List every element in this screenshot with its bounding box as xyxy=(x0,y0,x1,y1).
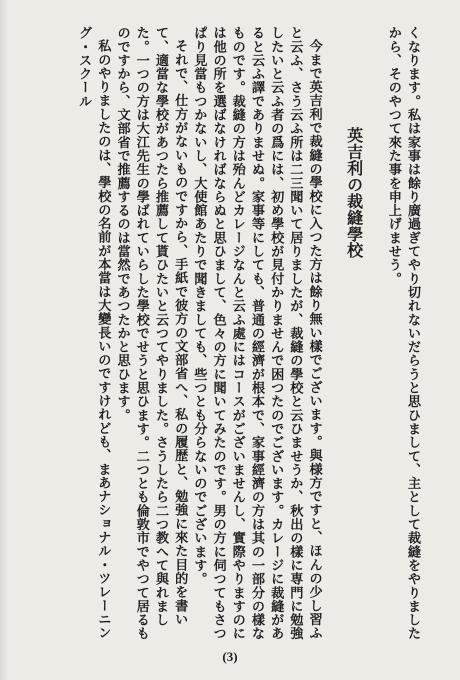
paragraph-3: 私のやりましたのは、學校の名前が本當は大變長いのですけれども、まあナショナル・ツレーニング・スクール xyxy=(76,26,111,640)
spacer xyxy=(324,26,343,641)
section-heading: 英吉利の裁縫學校 xyxy=(344,126,364,259)
vertical-text-body xyxy=(42,26,422,641)
page-edge-shadow xyxy=(0,0,8,680)
page-number: (3) xyxy=(222,649,238,664)
paragraph-intro: くなります。私は家事は餘り廣過ぎてやり切れないだらうと思ひまして、主として裁縫をやりましたから、そのやつて來た事を申上げませう。 xyxy=(385,26,420,641)
paragraph-1: 今まで英吉利で裁縫の學校に入つた方は餘り無い樣でございます。與様方ですと、ほんの少し習ふと云ふ、さう云ふ所は二三聞いて居りましたが、裁縫の學校と云ひませうか、秋出の樣に専門に勉強したいと云ふ者の爲には、初め學校が見付かりませんで困つたのでございます。カレージに裁縫があると云ふ譯でありませぬ。家事等にしても、普通の經濟が根本で、家事經濟の方は其の一部分の樣なものです。裁縫の方は殆んどカレージなんと云ふ處にはコースがございませんし、實際やりますのには他の所を選ばなければならぬと思ひまして、色々の方に聞いてみたのです。男の方に伺つてもさつぱり見當もつかないし、大使館あたりで聞きましても、些つとも分らないのでございます。 xyxy=(191,26,322,641)
spacer xyxy=(365,26,384,641)
paragraph-2: それで、仕方がないものですから、手紙で彼方の文部省へ、私の履歴と、勉強に來た目的を書いて、適當な學校があつたら推薦して貰ひたいと云つてやりました。さうしたら二つ教へて與れました。一つの方は大江先生の學ばれていらした學校でせうと思ひます。二つとも倫敦市でやつて居るものですから、文部省で推薦するのは當然であつたかと思ひます。 xyxy=(114,26,188,641)
